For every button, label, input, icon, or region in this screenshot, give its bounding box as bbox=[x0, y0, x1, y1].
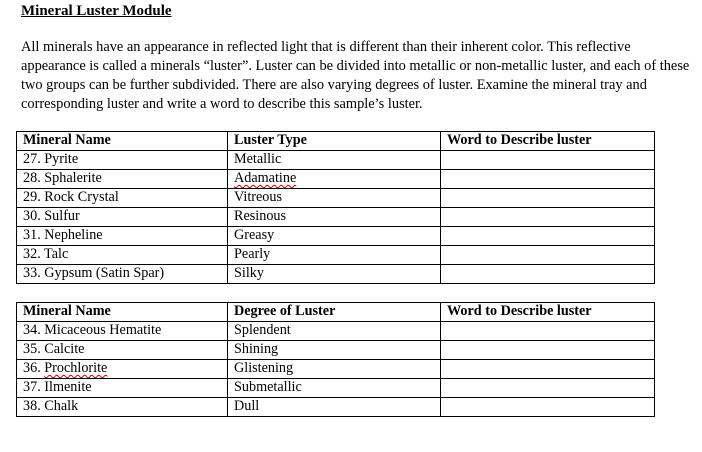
table-row bbox=[17, 227, 655, 246]
spellcheck-flagged-word: Prochlorite bbox=[44, 360, 108, 376]
describe-word-cell[interactable] bbox=[441, 398, 655, 417]
describe-word-cell[interactable] bbox=[441, 246, 655, 265]
document-title: Mineral Luster Module bbox=[21, 3, 172, 19]
luster-type-cell: Silky bbox=[228, 265, 441, 284]
mineral-name-cell: 32. Talc bbox=[17, 246, 228, 265]
header-mineral-name: Mineral Name bbox=[17, 303, 228, 322]
table-row bbox=[17, 246, 655, 265]
table-header-row bbox=[17, 303, 655, 322]
mineral-name-cell: 28. Sphalerite bbox=[17, 170, 228, 189]
degree-cell: Dull bbox=[228, 398, 441, 417]
mineral-name-cell: 34. Micaceous Hematite bbox=[17, 322, 228, 341]
luster-type-cell bbox=[228, 170, 441, 189]
describe-word-cell[interactable] bbox=[441, 170, 655, 189]
degree-of-luster-table bbox=[16, 302, 655, 417]
table-row bbox=[17, 189, 655, 208]
degree-cell: Submetallic bbox=[228, 379, 441, 398]
header-word-to-describe: Word to Describe luster bbox=[441, 132, 655, 151]
table-row bbox=[17, 170, 655, 189]
table-row bbox=[17, 265, 655, 284]
luster-type-cell: Pearly bbox=[228, 246, 441, 265]
table-row bbox=[17, 208, 655, 227]
table-row bbox=[17, 398, 655, 417]
mineral-name-cell: 38. Chalk bbox=[17, 398, 228, 417]
luster-type-cell: Vitreous bbox=[228, 189, 441, 208]
luster-type-cell: Resinous bbox=[228, 208, 441, 227]
mineral-name-cell: 36. Prochlorite bbox=[17, 360, 228, 379]
table-header-row bbox=[17, 132, 655, 151]
spellcheck-flagged-word: Adamatine bbox=[234, 170, 297, 186]
luster-type-table bbox=[16, 131, 655, 284]
degree-cell: Shining bbox=[228, 341, 441, 360]
degree-cell: Splendent bbox=[228, 322, 441, 341]
describe-word-cell[interactable] bbox=[441, 227, 655, 246]
mineral-name-cell: 30. Sulfur bbox=[17, 208, 228, 227]
mineral-name-cell: 33. Gypsum (Satin Spar) bbox=[17, 265, 228, 284]
degree-cell: Glistening bbox=[228, 360, 441, 379]
mineral-name-cell: 31. Nepheline bbox=[17, 227, 228, 246]
table-row bbox=[17, 341, 655, 360]
intro-paragraph: All minerals have an appearance in reflected light that is different than their inherent color. This reflective appearance is called a minerals “luster”. Luster can be divided into metallic or non-metallic luster, and each of these two groups can be further subdivided. There are also varying degrees of luster. Examine the mineral tray and corresponding luster and write a word to describe this sample’s luster. bbox=[21, 39, 690, 112]
mineral-name-cell: 27. Pyrite bbox=[17, 151, 228, 170]
luster-type-cell: Greasy bbox=[228, 227, 441, 246]
table-row bbox=[17, 360, 655, 379]
luster-type-cell: Metallic bbox=[228, 151, 441, 170]
mineral-name-cell: 37. Ilmenite bbox=[17, 379, 228, 398]
describe-word-cell[interactable] bbox=[441, 379, 655, 398]
describe-word-cell[interactable] bbox=[441, 151, 655, 170]
header-degree-of-luster: Degree of Luster bbox=[228, 303, 441, 322]
table-row bbox=[17, 379, 655, 398]
describe-word-cell[interactable] bbox=[441, 208, 655, 227]
table-row bbox=[17, 322, 655, 341]
table-row bbox=[17, 151, 655, 170]
header-mineral-name: Mineral Name bbox=[17, 132, 228, 151]
mineral-name-cell: 35. Calcite bbox=[17, 341, 228, 360]
mineral-name-cell: 29. Rock Crystal bbox=[17, 189, 228, 208]
describe-word-cell[interactable] bbox=[441, 360, 655, 379]
describe-word-cell[interactable] bbox=[441, 341, 655, 360]
describe-word-cell[interactable] bbox=[441, 322, 655, 341]
describe-word-cell[interactable] bbox=[441, 189, 655, 208]
describe-word-cell[interactable] bbox=[441, 265, 655, 284]
header-luster-type: Luster Type bbox=[228, 132, 441, 151]
header-word-to-describe: Word to Describe luster bbox=[441, 303, 655, 322]
